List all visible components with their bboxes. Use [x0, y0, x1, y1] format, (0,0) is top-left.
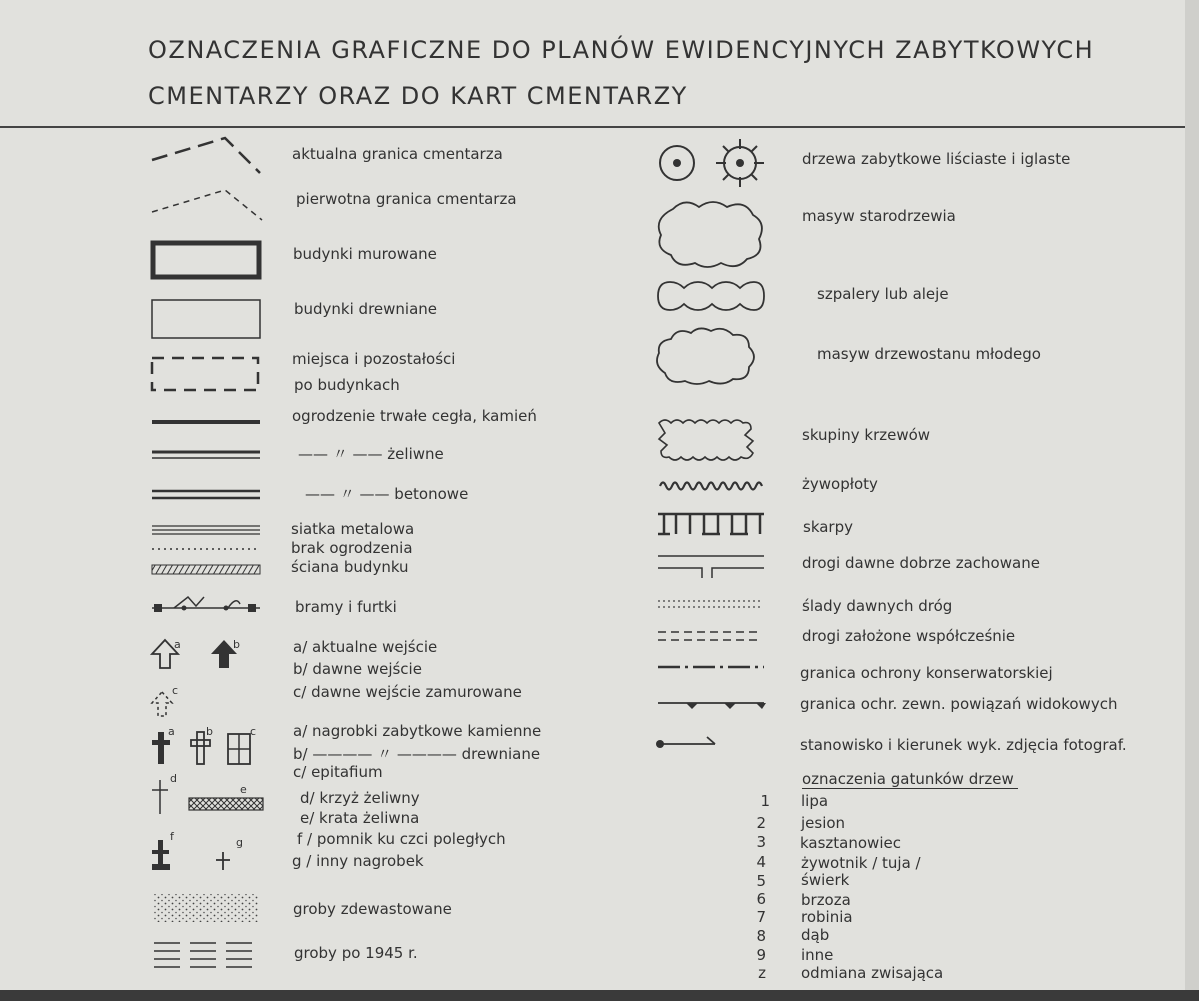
label-tomb-c: c/ epitafium [293, 763, 383, 781]
road-traces-symbol [656, 597, 768, 611]
label-masonry-building: budynki murowane [293, 245, 437, 263]
current-boundary-symbol [150, 135, 265, 180]
label-tomb-e: e/ krata żeliwna [300, 809, 420, 827]
page-bottom-edge [0, 990, 1199, 1001]
label-tomb-f: f / pomnik ku czci poległych [297, 830, 506, 848]
metal-mesh-symbol [150, 522, 262, 538]
escarpments-symbol [656, 510, 768, 538]
label-entrance-b: b/ dawne wejście [293, 660, 422, 678]
letter-a-tomb: a [168, 725, 175, 738]
letter-c-tomb: c [250, 725, 257, 738]
label-original-boundary: pierwotna granica cmentarza [296, 190, 517, 208]
letter-f: f [170, 830, 174, 843]
label-devastated-graves: groby zdewastowane [293, 900, 452, 918]
species-num: 7 [756, 908, 766, 926]
walled-entrance-icon [150, 690, 174, 720]
label-road-traces: ślady dawnych dróg [802, 597, 953, 615]
species-num: 3 [756, 833, 766, 851]
page-right-edge [1185, 0, 1199, 1001]
brick-fence-symbol [150, 412, 262, 432]
species-name: żywotnik / tuja / [801, 854, 921, 872]
letter-b-entrance: b [233, 638, 240, 651]
shrub-groups-symbol [655, 415, 759, 467]
building-remains-symbol [150, 354, 262, 396]
species-num: z [758, 964, 766, 982]
gates-symbol [150, 592, 262, 616]
label-conservation-boundary: granica ochrony konserwatorskiej [800, 664, 1053, 682]
title-line-1: OZNACZENIA GRAFICZNE DO PLANÓW EWIDENCYJNYCH ZABYTKOWYCH [148, 36, 1095, 64]
label-concrete-fence: —— 〃 —— betonowe [305, 485, 469, 503]
species-num: 1 [760, 792, 770, 810]
label-tomb-g: g / inny nagrobek [292, 852, 424, 870]
masonry-building-symbol [150, 240, 262, 280]
letter-b-tomb: b [206, 725, 213, 738]
young-stand-mass-symbol [653, 325, 757, 387]
species-name: odmiana zwisająca [801, 964, 944, 982]
label-young-stand: masyw drzewostanu młodego [817, 345, 1041, 363]
letter-c-entrance: c [172, 684, 179, 697]
label-historic-trees: drzewa zabytkowe liściaste i iglaste [802, 150, 1071, 168]
other-tomb-icon [214, 850, 234, 872]
label-no-fence: brak ogrodzenia [291, 539, 413, 557]
species-num: 4 [756, 853, 766, 871]
species-name: jesion [801, 814, 846, 832]
label-photo-station: stanowisko i kierunek wyk. zdjęcia fotograf. [800, 736, 1127, 754]
iron-grate-icon [188, 797, 264, 813]
label-modern-roads: drogi założone współcześnie [802, 627, 1016, 645]
photo-station-symbol [655, 734, 735, 752]
label-current-boundary: aktualna granica cmentarza [292, 145, 503, 163]
wooden-building-symbol [150, 298, 262, 340]
label-escarpments: skarpy [803, 518, 853, 536]
species-name: lipa [801, 792, 829, 810]
label-post-1945-graves: groby po 1945 r. [294, 944, 418, 962]
devastated-graves-symbol [150, 890, 262, 926]
species-num: 6 [756, 890, 766, 908]
concrete-fence-symbol [150, 486, 262, 506]
label-tree-rows: szpalery lub aleje [817, 285, 949, 303]
modern-roads-symbol [656, 628, 768, 644]
species-num: 2 [756, 814, 766, 832]
tree-rows-symbol [656, 278, 768, 314]
label-tomb-b: b/ ———— 〃 ———— drewniane [293, 745, 541, 763]
label-shrub-groups: skupiny krzewów [802, 426, 931, 444]
old-growth-mass-symbol [653, 197, 768, 271]
species-name: kasztanowiec [800, 834, 901, 852]
species-name: świerk [801, 871, 850, 889]
label-building-wall: ściana budynku [291, 558, 409, 576]
label-permanent-fence: ogrodzenie trwałe cegła, kamień [292, 407, 537, 425]
letter-d: d [170, 772, 177, 785]
view-protection-boundary-symbol [656, 698, 768, 712]
label-hedges: żywopłoty [802, 475, 878, 493]
species-name: robinia [801, 908, 853, 926]
label-entrance-c: c/ dawne wejście zamurowane [293, 683, 522, 701]
letter-a-entrance: a [174, 638, 181, 651]
original-boundary-symbol [150, 185, 265, 225]
species-name: inne [801, 946, 834, 964]
letter-e: e [240, 783, 247, 796]
no-fence-symbol [150, 545, 262, 553]
label-entrance-a: a/ aktualne wejście [293, 638, 438, 656]
label-tomb-d: d/ krzyż żeliwny [300, 789, 420, 807]
label-remains-2: po budynkach [294, 376, 400, 394]
old-roads-symbol [656, 552, 768, 580]
species-name: brzoza [801, 891, 851, 909]
header-rule [0, 126, 1185, 128]
label-cast-iron-fence: —— 〃 —— żeliwne [298, 445, 444, 463]
species-name: dąb [801, 926, 830, 944]
label-metal-mesh: siatka metalowa [291, 520, 415, 538]
cast-iron-fence-symbol [150, 446, 262, 466]
species-num: 9 [756, 946, 766, 964]
label-old-roads: drogi dawne dobrze zachowane [802, 554, 1040, 572]
label-view-boundary: granica ochr. zewn. powiązań widokowych [800, 695, 1118, 713]
hedges-symbol [658, 479, 768, 493]
label-tomb-a: a/ nagrobki zabytkowe kamienne [293, 722, 542, 740]
label-remains-1: miejsca i pozostałości [292, 350, 456, 368]
title-line-2: CMENTARZY ORAZ DO KART CMENTARZY [148, 82, 688, 110]
species-header: oznaczenia gatunków drzew [802, 770, 1018, 789]
label-old-growth: masyw starodrzewia [802, 207, 956, 225]
label-wooden-building: budynki drewniane [294, 300, 438, 318]
war-memorial-icon [150, 838, 176, 874]
species-num: 8 [756, 927, 766, 945]
building-wall-symbol [150, 563, 262, 577]
letter-g: g [236, 836, 243, 849]
species-num: 5 [756, 872, 766, 890]
label-gates: bramy i furtki [295, 598, 397, 616]
historic-trees-symbol [655, 137, 770, 189]
post-1945-graves-symbol [150, 937, 262, 973]
conservation-boundary-symbol [656, 662, 768, 672]
